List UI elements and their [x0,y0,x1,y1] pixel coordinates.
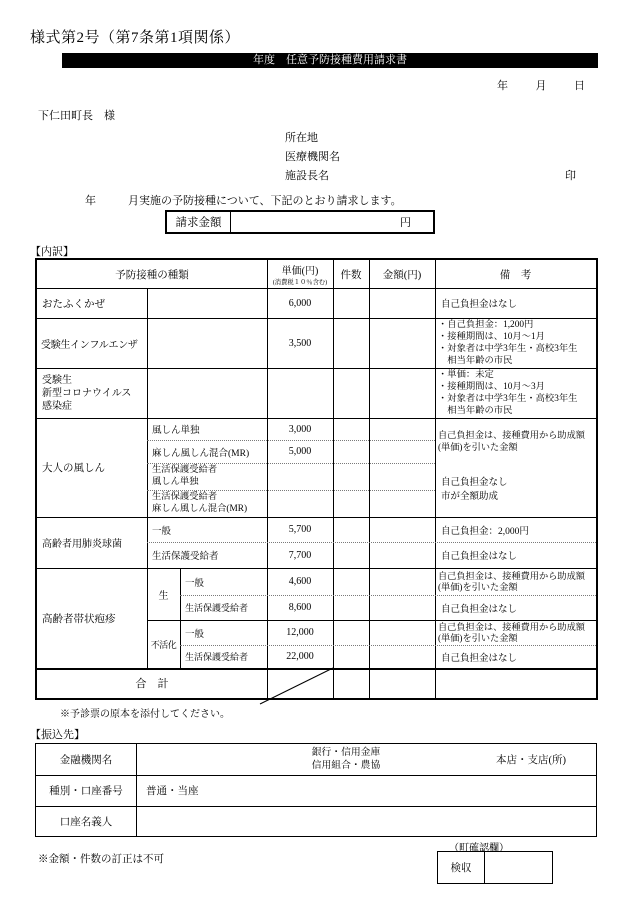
sender-address-label: 所在地 [285,132,318,144]
pneumo-sub-price: 7,700 [288,549,312,561]
date-line [497,78,585,92]
rubella-remark-top [438,418,595,463]
date-month-label: 月 [535,80,547,92]
rubella-sub-label [152,463,265,490]
attach-note: ※予診票の原本を添付してください。 [60,709,230,720]
sender-institution-label: 医療機関名 [285,151,340,163]
remark-line: 市が全額助成 [441,492,499,502]
account-label: 種別・口座番号 [49,786,123,797]
statement-text: 月実施の予防接種について、下記のとおり請求します。 [128,195,402,207]
remark-line: 自己負担金は、接種費用から助成額 [438,429,585,440]
label-line: 生活保護受給者 [152,465,218,475]
bank-type-line: 銀行・信用金庫 [311,747,381,758]
bank-branch-label: 本店・支店(所) [496,755,566,766]
breakdown-section-label: 【内訳】 [30,246,74,258]
holder-label: 口座名義人 [59,816,113,828]
shingles-sub-remark: 自己負担金はなし [441,604,518,615]
shingles-sub-price: 8,600 [288,602,312,613]
shingles-sub-label: 生活保護受給者 [185,652,249,662]
inspection-field [484,852,552,883]
rubella-sub-label: 風しん単独 [152,426,200,436]
row-examflu-price: 3,500 [288,337,312,349]
name-line: 新型コロナウイルス [42,387,132,399]
total-label: 合 計 [135,678,169,690]
claim-amount-field [230,212,433,232]
holder-value [146,806,446,836]
pneumo-sub-remark: 自己負担金はなし [441,552,518,562]
shingles-sub-remark [438,568,595,595]
group-shingles-name: 高齢者帯状疱疹 [42,613,116,625]
row-examcovid-remarks [438,368,595,418]
rubella-remark-bottom [441,463,595,517]
addressee: 下仁田町長 様 [38,110,115,122]
date-day-label: 日 [574,80,585,92]
transfer-section-label: 【振込先】 [30,729,85,741]
remark-line: 自己負担金は、接種費用から助成額 [438,621,585,632]
bank-type-line: 信用組合・農協 [311,759,381,771]
no-correction-note: ※金額・件数の訂正は不可 [38,854,164,865]
row-mumps-price: 6,000 [288,297,312,309]
transfer-table [35,743,597,837]
name-line: 感染症 [42,400,72,412]
remark-line: ・対象者は中学3年生・高校3年生 [438,394,578,404]
name-line: 受験生 [42,374,72,386]
row-examflu-name: 受験生インフルエンザ [41,339,138,351]
rubella-sub-price: 3,000 [288,423,312,435]
rubella-sub-price: 5,000 [288,446,312,457]
shingles-sub-label: 一般 [185,629,205,640]
sender-director-label: 施設長名 [285,170,329,182]
shingles-sub-price: 4,600 [288,576,312,587]
shingles-sub-label: 生活保護受給者 [185,603,249,613]
date-year-label: 年 [497,80,508,92]
breakdown-table [35,258,598,700]
remark-line: ・単価：未定 [438,370,494,380]
col-header-unit-price-main: 単価(円) [281,266,319,277]
inspection-box [437,851,553,884]
col-header-unit-price-note: (消費税１０％含む) [272,279,328,286]
remark-line: (単価)を引いた金額 [438,441,518,452]
town-check-label: （町確認欄） [449,843,509,854]
shingles-type-live: 生 [158,590,169,602]
bank-label: 金融機関名 [59,755,113,766]
col-header-unit-price [267,260,333,288]
remark-line: 相当年齢の市民 [438,406,513,416]
shingles-sub-label: 一般 [185,578,205,589]
shingles-sub-price: 22,000 [286,651,314,662]
group-pneumo-name: 高齢者用肺炎球菌 [42,539,122,550]
shingles-sub-remark [438,620,595,645]
shingles-sub-price: 12,000 [286,627,314,638]
row-examflu-remarks [438,318,595,368]
statement-year-label: 年 [85,195,96,207]
form-number: 様式第2号（第7条第1項関係） [30,30,241,46]
banner-title: 年度 任意予防接種費用請求書 [62,53,598,68]
row-examcovid-name [42,368,147,418]
remark-line: 自己負担金は、接種費用から助成額 [438,570,585,581]
account-type-value: 普通・当座 [146,786,199,797]
rubella-sub-label: 麻しん風しん混合(MR) [152,448,250,459]
bank-type-options [196,744,496,775]
label-line: 麻しん風しん混合(MR) [152,503,248,514]
pneumo-sub-label: 一般 [152,526,172,537]
pneumo-sub-remark: 自己負担金：2,000円 [441,526,529,537]
group-rubella-name: 大人の風しん [42,463,105,474]
remark-line: ・対象者は中学3年生・高校3年生 [438,344,578,354]
seal-mark: 印 [565,170,576,182]
col-header-amount: 金額(円) [382,269,422,281]
shingles-type-inactivated: 不活化 [150,639,177,650]
claim-amount-label: 請求金額 [175,217,222,229]
col-header-type: 予防接種の種類 [115,269,189,281]
pneumo-sub-price: 5,700 [288,524,312,535]
remark-line: 自己負担金なし [441,478,508,488]
claim-amount-unit: 円 [400,217,411,229]
remark-line: ・接種期間は、10月～1月 [438,332,545,342]
pneumo-sub-label: 生活保護受給者 [152,552,219,562]
remark-line: (単価)を引いた金額 [438,632,518,643]
inspection-label: 検収 [450,863,472,874]
row-mumps-name: おたふくかぜ [42,298,105,310]
total-diagonal-line [267,668,333,698]
remark-line: (単価)を引いた金額 [438,581,518,592]
remark-line: 相当年齢の市民 [438,356,513,366]
row-mumps-remark: 自己負担金はなし [441,300,518,310]
col-header-count: 件数 [340,269,362,281]
label-line: 風しん単独 [152,476,199,487]
rubella-sub-label [152,490,265,517]
claim-amount-box [165,210,435,234]
remark-line: ・自己負担金：1,200円 [438,320,534,330]
shingles-sub-remark: 自己負担金はなし [441,653,518,664]
label-line: 生活保護受給者 [152,492,218,502]
row-examcovid-price [267,368,333,418]
remark-line: ・接種期間は、10月～3月 [438,382,545,392]
col-header-remarks: 備 考 [499,269,532,281]
